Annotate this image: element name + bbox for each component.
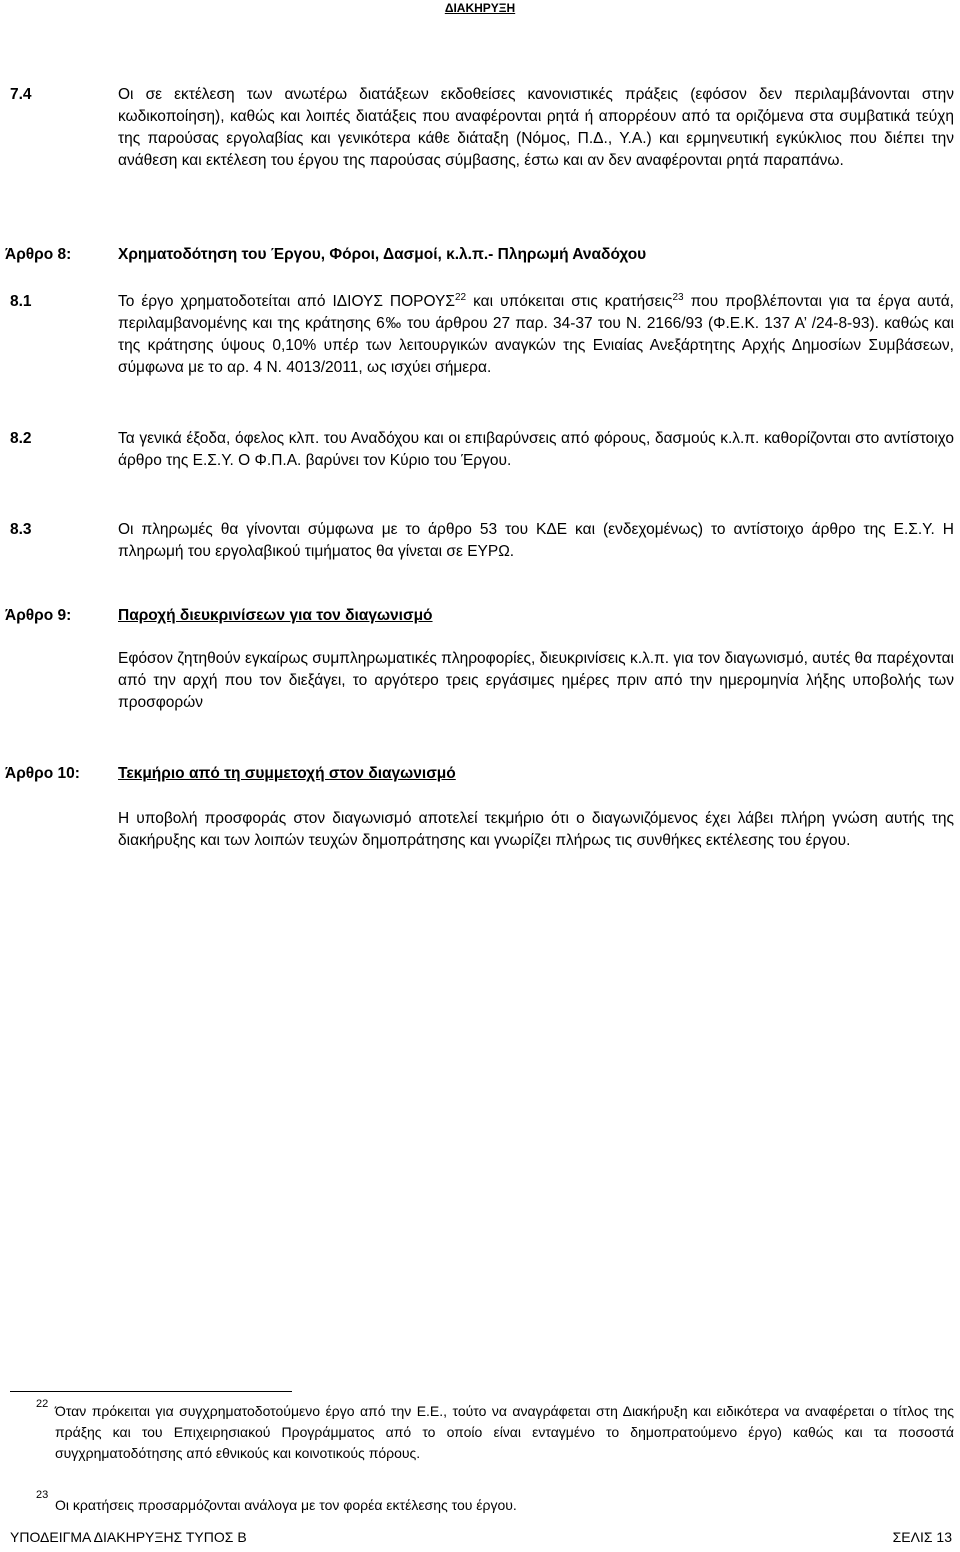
footnote-23-text: Οι κρατήσεις προσαρμόζονται ανάλογα με τον φορέα εκτέλεσης του έργου. xyxy=(55,1497,517,1513)
footer-document-title: ΥΠΟΔΕΙΓΜΑ ΔΙΑΚΗΡΥΞΗΣ ΤΥΠΟΣ Β xyxy=(10,1529,247,1545)
section-8-2-text: Τα γενικά έξοδα, όφελος κλπ. του Αναδόχου και οι επιβαρύνσεις από φόρους, δασμούς κ.λ.π. καθορίζονται στο αντίστοιχο άρθρο της Ε.Σ.Υ. Ο Φ.Π.Α. βαρύνει τον Κύριο του Έργου. xyxy=(118,430,954,469)
running-header: ΔΙΑΚΗΡΥΞΗ xyxy=(444,1,516,15)
article-10-title: Τεκμήριο από τη συμμετοχή στον διαγωνισμό xyxy=(118,765,456,782)
section-8-1-text-b: και υπόκειται στις κρατήσεις xyxy=(466,293,673,310)
article-9-text: Εφόσον ζητηθούν εγκαίρως συμπληρωματικές πληροφορίες, διευκρινίσεις κ.λ.π. για τον διαγωνισμό, αυτές θα παρέχονται από την αρχή που τον διεξάγει, το αργότερο τρεις εργάσιμες ημέρες πριν από την ημερομηνία λήξης υποβολής των προσφορών xyxy=(118,650,954,711)
section-number-8-2: 8.2 xyxy=(10,430,32,447)
footer-page-number: ΣΕΛΙΣ 13 xyxy=(892,1529,952,1545)
footnote-ref-23: 23 xyxy=(672,291,684,303)
section-8-1-text-a: Το έργο χρηματοδοτείται από ΙΔΙΟΥΣ ΠΟΡΟΥΣ xyxy=(118,293,455,310)
footnote-number-23: 23 xyxy=(36,1489,49,1501)
footnote-separator xyxy=(10,1391,292,1392)
section-number-8-1: 8.1 xyxy=(10,293,32,310)
section-8-1-text-c: που προβλέπονται για τα έργα αυτά, περιλαμβανομένης και της κράτησης 6‰ του άρθρου 27 παρ. 34-37 του Ν. 2166/93 (Φ.Ε.Κ. 137 Α’ /24-8-93). καθώς και της κράτησης ύψους 0,10% υπέρ των λειτουργικών αναγκών της Ενιαίας Ανεξάρτητης Αρχής Δημοσίων Συμβάσεων, σύμφωνα με το αρ. 4 Ν. 4013/2011, ως ισχύει σήμερα. xyxy=(118,293,954,376)
article-9-title: Παροχή διευκρινίσεων για τον διαγωνισμό xyxy=(118,607,433,624)
article-8-label: Άρθρο 8: xyxy=(5,246,72,263)
footnote-22-text: Όταν πρόκειται για συγχρηματοδοτούμενο έργο από την Ε.Ε., τούτο να αναγράφεται στη Διακήρυξη και ειδικότερα να αναφέρεται ο τίτλος της πράξης και του Επιχειρησιακού Προγράμματος από το οποίο είναι ενταγμένο το δημοπρατούμενο έργο) καθώς και τα ποσοστά συγχρηματοδότησης από εθνικούς και κοινοτικούς πόρους. xyxy=(55,1403,954,1461)
article-9-label: Άρθρο 9: xyxy=(5,607,72,624)
article-10-label: Άρθρο 10: xyxy=(5,765,80,782)
section-8-3-text: Οι πληρωμές θα γίνονται σύμφωνα με το άρθρο 53 του ΚΔΕ και (ενδεχομένως) το αντίστοιχο άρθρο της Ε.Σ.Υ. Η πληρωμή του εργολαβικού τιμήματος θα γίνεται σε ΕΥΡΩ. xyxy=(118,521,954,560)
article-8-title: Χρηματοδότηση του Έργου, Φόροι, Δασμοί, κ.λ.π.- Πληρωμή Αναδόχου xyxy=(118,246,647,263)
section-number-8-3: 8.3 xyxy=(10,521,32,538)
footnote-ref-22: 22 xyxy=(454,291,467,303)
section-7-4-text: Οι σε εκτέλεση των ανωτέρω διατάξεων εκδοθείσες κανονιστικές πράξεις (εφόσον δεν περιλαμβάνονται στην κωδικοποίηση), καθώς και λοιπές διατάξεις που αναφέρονται ρητά ή απορρέουν από τα οριζόμενα στα συμβατικά τεύχη της παρούσας εργολαβίας και γενικότερα κάθε διάταξη (Νόμος, Π.Δ., Υ.Α.) και ερμηνευτική εγκύκλιος που διέπει την ανάθεση και εκτέλεση του έργου της παρούσας σύμβασης, έστω και αν δεν αναφέρονται ρητά παραπάνω. xyxy=(118,86,954,169)
section-number-7-4: 7.4 xyxy=(10,86,32,103)
section-8-1-text xyxy=(118,291,954,379)
footnote-number-22: 22 xyxy=(36,1398,49,1410)
article-10-text: Η υποβολή προσφοράς στον διαγωνισμό αποτελεί τεκμήριο ότι ο διαγωνιζόμενος έχει λάβει πλήρη γνώση αυτής της διακήρυξης και των λοιπών τευχών δημοπράτησης και γνωρίζει πλήρως τις συνθήκες εκτέλεσης του έργου. xyxy=(118,810,954,849)
